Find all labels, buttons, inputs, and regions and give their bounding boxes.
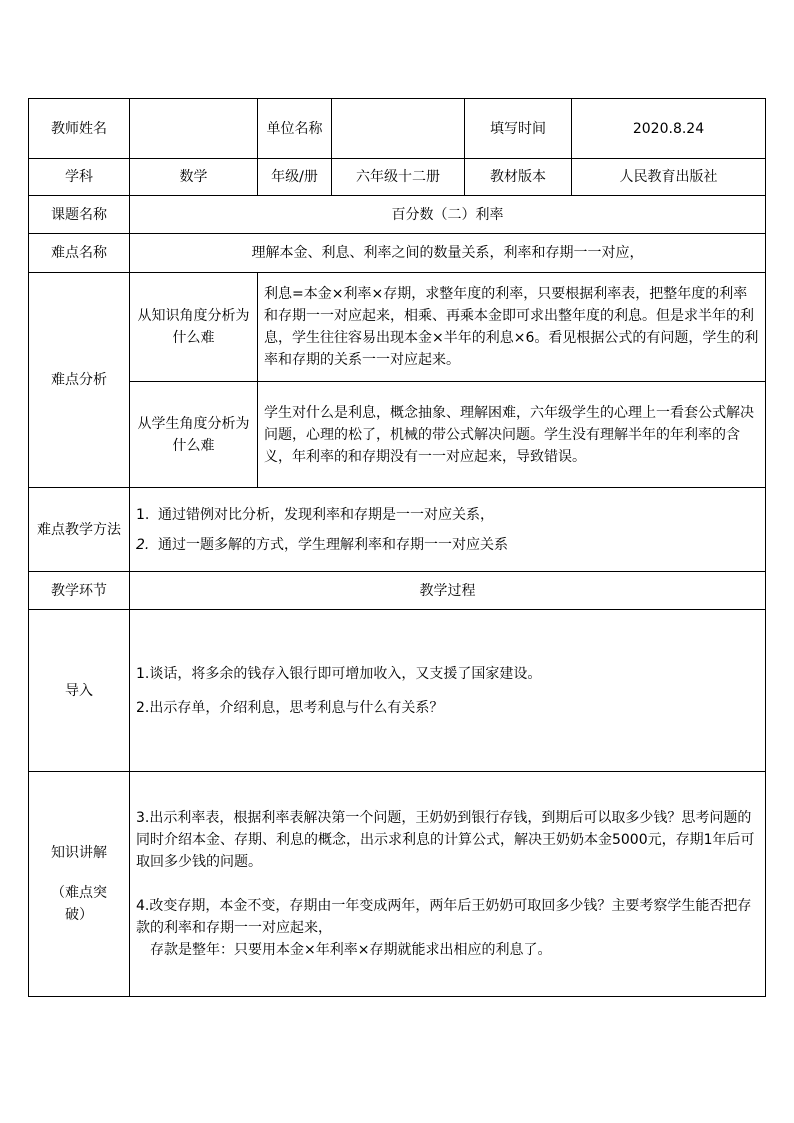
edition-label: 教材版本 (465, 159, 572, 196)
method-item-text: 通过错例对比分析，发现利率和存期是一一对应关系， (158, 506, 494, 523)
intro-content (130, 610, 766, 772)
lecture-paragraph-5: 存款是整年：只要用本金×年利率×存期就能求出相应的利息了。 (150, 942, 552, 958)
row-process-header (29, 572, 766, 610)
method-item-number: 2. (136, 536, 150, 553)
intro-label: 导入 (29, 610, 130, 772)
topic-label: 课题名称 (29, 196, 130, 234)
lesson-design-table (28, 98, 766, 997)
topic-value: 百分数（二）利率 (130, 196, 766, 234)
unit-name-value (332, 99, 465, 159)
row-lecture (29, 772, 766, 997)
row-intro (29, 610, 766, 772)
row-teacher (29, 99, 766, 159)
row-topic (29, 196, 766, 234)
row-analysis-knowledge (29, 273, 766, 382)
lecture-paragraph-3: 3.出示利率表，根据利率表解决第一个问题，王奶奶到银行存钱，到期后可以取多少钱？思考问题的同时介绍本金、存期、利息的概念，出示求利息的计算公式，解决王奶奶本金5000元，存期1年后可取回多少钱的问题。 (136, 810, 755, 870)
row-method (29, 488, 766, 572)
intro-paragraph-1: 1.谈话，将多余的钱存入银行即可增加收入，又支援了国家建设。 (136, 665, 542, 682)
row-analysis-student (29, 382, 766, 488)
subject-value: 数学 (130, 159, 258, 196)
grade-value: 六年级十二册 (332, 159, 465, 196)
fill-time-value: 2020.8.24 (572, 99, 766, 159)
difficulty-value: 理解本金、利息、利率之间的数量关系，利率和存期一一对应， (130, 234, 766, 273)
lecture-sublabel: （难点突破） (51, 885, 107, 923)
teacher-name-value (130, 99, 258, 159)
method-list (130, 488, 766, 572)
method-item-number: 1. (136, 506, 150, 523)
teacher-name-label: 教师姓名 (29, 99, 130, 159)
unit-name-label: 单位名称 (258, 99, 332, 159)
row-subject (29, 159, 766, 196)
subject-label: 学科 (29, 159, 130, 196)
knowledge-angle-label: 从知识角度分析为什么难 (130, 273, 258, 382)
method-label: 难点教学方法 (29, 488, 130, 572)
method-item (136, 534, 759, 556)
student-angle-text: 学生对什么是利息，概念抽象、理解困难，六年级学生的心理上一看套公式解决问题，心理的松了，机械的带公式解决问题。学生没有理解半年的年利率的含义，年利率的和存期没有一一对应起来，导致错误。 (258, 382, 766, 488)
edition-value: 人民教育出版社 (572, 159, 766, 196)
stage-label: 教学环节 (29, 572, 130, 610)
grade-label: 年级/册 (258, 159, 332, 196)
lecture-content (130, 772, 766, 997)
process-label: 教学过程 (130, 572, 766, 610)
student-angle-label: 从学生角度分析为什么难 (130, 382, 258, 488)
lecture-label-cell (29, 772, 130, 997)
intro-paragraph-2: 2.出示存单，介绍利息，思考利息与什么有关系？ (136, 699, 444, 716)
knowledge-angle-text: 利息=本金×利率×存期，求整年度的利率，只要根据利率表，把整年度的利率和存期一一对应起来，相乘、再乘本金即可求出整年度的利息。但是求半年的利息，学生往往容易出现本金×半年的利息×6。看见根据公式的有问题，学生的利率和存期的关系一一对应起来。 (258, 273, 766, 382)
analysis-label: 难点分析 (29, 273, 130, 488)
lecture-paragraph-4: 4.改变存期，本金不变，存期由一年变成两年，两年后王奶奶可取回多少钱？主要考察学生能否把存款的利率和存期一一对应起来， (136, 898, 752, 936)
row-difficulty (29, 234, 766, 273)
method-item (136, 504, 759, 526)
lecture-label: 知识讲解 (51, 845, 107, 861)
difficulty-label: 难点名称 (29, 234, 130, 273)
method-item-text: 通过一题多解的方式，学生理解利率和存期一一对应关系 (158, 536, 508, 553)
fill-time-label: 填写时间 (465, 99, 572, 159)
